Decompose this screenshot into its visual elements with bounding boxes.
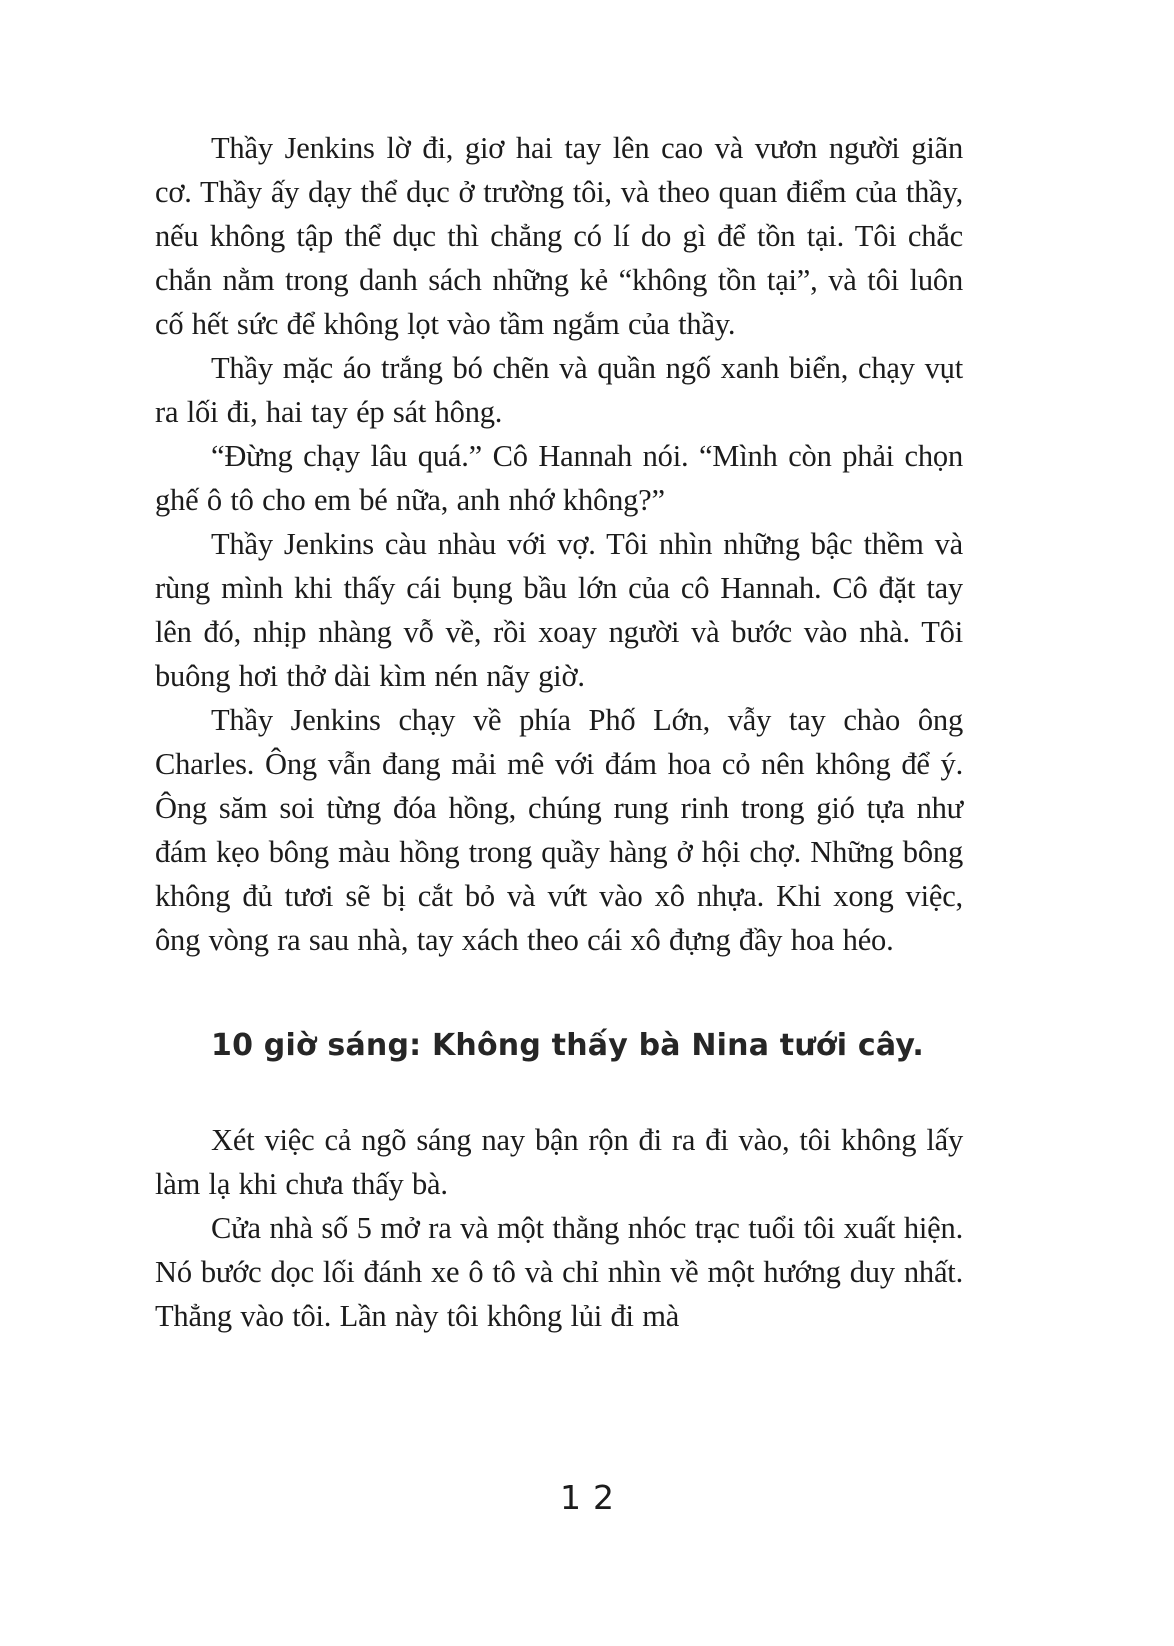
paragraph-3: “Đừng chạy lâu quá.” Cô Hannah nói. “Mình còn phải chọn ghế ô tô cho em bé nữa, anh nhớ không?”: [155, 439, 963, 517]
paragraph-6: Xét việc cả ngõ sáng nay bận rộn đi ra đi vào, tôi không lấy làm lạ khi chưa thấy bà.: [155, 1123, 963, 1201]
paragraph-5: Thầy Jenkins chạy về phía Phố Lớn, vẫy tay chào ông Charles. Ông vẫn đang mải mê với đám hoa cỏ nên không để ý. Ông săm soi từng đóa hồng, chúng rung rinh trong gió tựa như đám kẹo bông màu hồng trong quầy hàng ở hội chợ. Những bông không đủ tươi sẽ bị cắt bỏ và vứt vào xô nhựa. Khi xong việc, ông vòng ra sau nhà, tay xách theo cái xô đựng đầy hoa héo.: [155, 703, 963, 957]
paragraph-4: Thầy Jenkins càu nhàu với vợ. Tôi nhìn những bậc thềm và rùng mình khi thấy cái bụng bầu lớn của cô Hannah. Cô đặt tay lên đó, nhịp nhàng vỗ về, rồi xoay người và bước vào nhà. Tôi buông hơi thở dài kìm nén nãy giờ.: [155, 527, 963, 693]
paragraph-7: Cửa nhà số 5 mở ra và một thằng nhóc trạc tuổi tôi xuất hiện. Nó bước dọc lối đánh xe ô tô và chỉ nhìn về một hướng duy nhất. Thẳng vào tôi. Lần này tôi không lủi đi mà: [155, 1211, 963, 1333]
page-footer: [0, 1478, 1174, 1517]
page-content: [155, 126, 963, 1338]
page-number: 12: [560, 1478, 626, 1517]
paragraph-1: Thầy Jenkins lờ đi, giơ hai tay lên cao và vươn người giãn cơ. Thầy ấy dạy thể dục ở trường tôi, và theo quan điểm của thầy, nếu không tập thể dục thì chẳng có lí do gì để tồn tại. Tôi chắc chắn nằm trong danh sách những kẻ “không tồn tại”, và tôi luôn cố hết sức để không lọt vào tầm ngắm của thầy.: [155, 131, 963, 341]
paragraph-2: Thầy mặc áo trắng bó chẽn và quần ngố xanh biển, chạy vụt ra lối đi, hai tay ép sát hông.: [155, 351, 963, 429]
section-heading: 10 giờ sáng: Không thấy bà Nina tưới cây.: [211, 1028, 924, 1063]
